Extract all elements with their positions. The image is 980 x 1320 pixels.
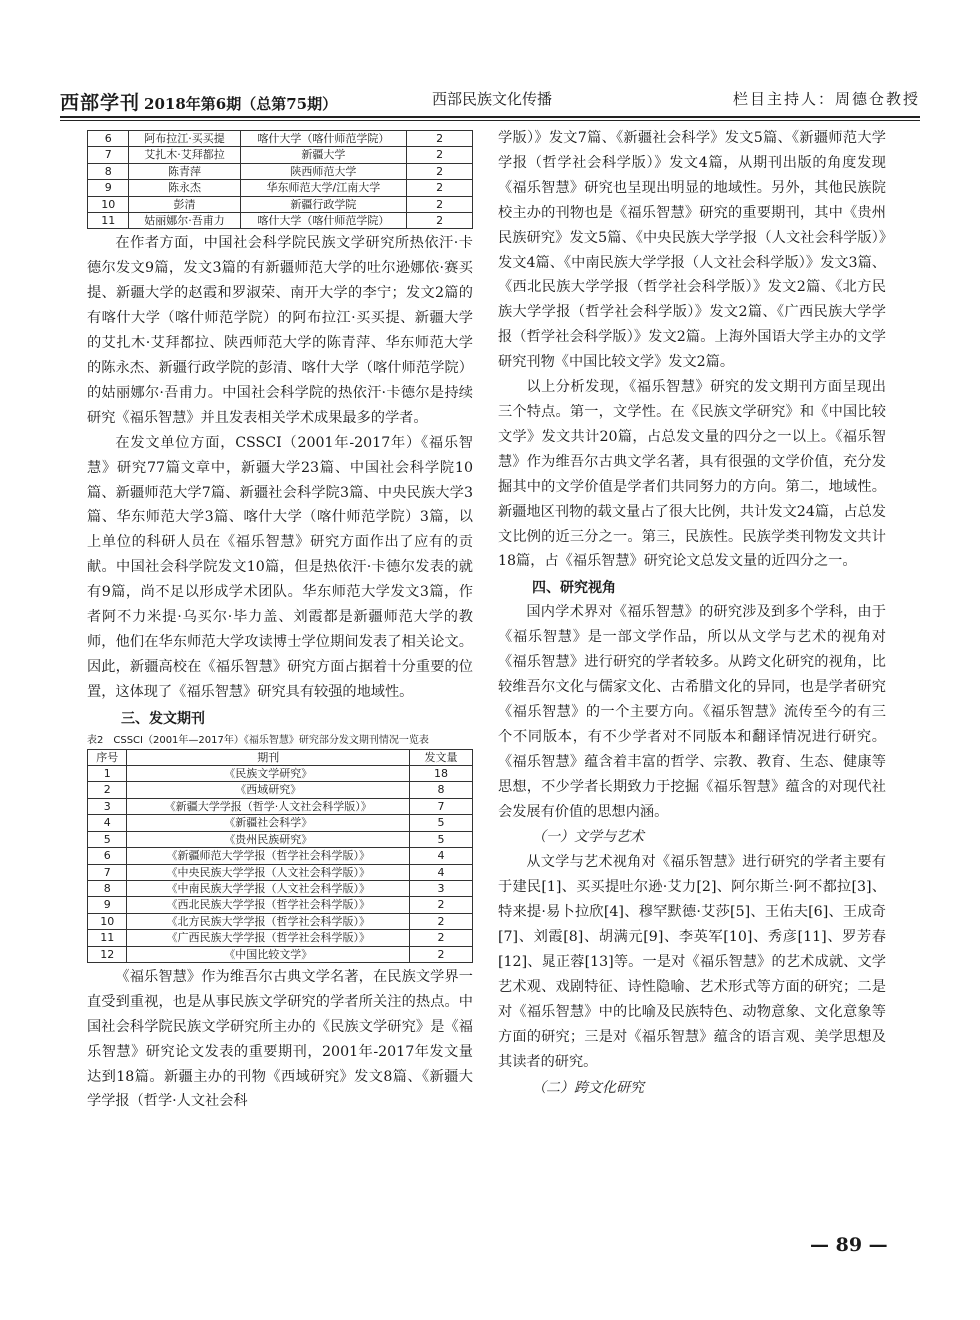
table-cell-no: 4 — [88, 815, 127, 831]
table-cell-no: 8 — [88, 880, 127, 896]
th-journal: 期刊 — [127, 749, 410, 765]
table-row — [88, 815, 473, 831]
table-cell-no: 11 — [88, 213, 129, 229]
table-cell-name: 陈永杰 — [129, 180, 240, 196]
table-row — [88, 163, 473, 179]
table-cell-journal: 《西域研究》 — [127, 782, 410, 798]
table-cell-name: 艾扎木·艾拜都拉 — [129, 147, 240, 163]
table-cell-count: 7 — [410, 798, 473, 814]
header-rule-thin — [60, 120, 920, 121]
table-cell-no: 2 — [88, 782, 127, 798]
table-row — [88, 880, 473, 896]
table-cell-journal: 《新疆大学学报（哲学·人文社会科学版）》 — [127, 798, 410, 814]
table-cell-journal: 《中南民族大学学报（人文社会科学版）》 — [127, 880, 410, 896]
section-heading-journals: 三、发文期刊 — [121, 710, 205, 727]
table-cell-count: 4 — [410, 864, 473, 880]
th-no: 序号 — [88, 749, 127, 765]
table-cell-no: 9 — [88, 897, 127, 913]
th-count: 发文量 — [410, 749, 473, 765]
paragraph-journals-cont: 学版）》发文7篇、《新疆社会科学》发文5篇、《新疆师范大学学报（哲学社会科学版）》发文4篇，从期刊出版的角度发现《福乐智慧》研究也呈现出明显的地域性。另外，其他民族院校主办的刊物也是《福乐智慧》研究的重要期刊，其中《贵州民族研究》发文5篇、《中央民族大学学报（人文社会科学版）》发文4篇、《中南民族大学学报（人文社会科学版）》发文3篇、《西北民族大学学报（哲学社会科学版）》发文2篇、《北方民族大学学报（哲学社会科学版）》发文2篇、《广西民族大学学报（哲学社会科学版）》发文2篇。上海外国语大学主办的文学研究刊物《中国比较文学》发文2篇。 — [498, 130, 886, 371]
table-cell-no: 5 — [88, 831, 127, 847]
page-number: — 89 — — [810, 1234, 888, 1256]
table-cell-name: 阿布拉江·买买提 — [129, 131, 240, 147]
header-left — [60, 88, 337, 115]
running-header — [60, 84, 920, 112]
table-row — [88, 147, 473, 163]
table-row — [88, 864, 473, 880]
table-cell-count: 2 — [407, 196, 473, 212]
table-cell-count: 2 — [407, 131, 473, 147]
table-cell-unit: 华东师范大学/江南大学 — [240, 180, 407, 196]
table-row — [88, 180, 473, 196]
table-cell-unit: 新疆行政学院 — [240, 196, 407, 212]
table-cell-count: 2 — [407, 180, 473, 196]
table-cell-no: 6 — [88, 131, 129, 147]
table2-caption: 表2 CSSCI（2001年—2017年）《福乐智慧》研究部分发文期刊情况一览表 — [87, 734, 429, 746]
table-cell-count: 2 — [410, 913, 473, 929]
table-cell-no: 6 — [88, 848, 127, 864]
table-row — [88, 913, 473, 929]
table-cell-no: 7 — [88, 147, 129, 163]
table-row — [88, 782, 473, 798]
table-cell-name: 姑丽娜尔·吾甫力 — [129, 213, 240, 229]
table-cell-journal: 《广西民族大学学报（哲学社会科学版）》 — [127, 930, 410, 946]
issue-info: 2018年第6期（总第75期） — [144, 95, 338, 113]
subheading-literature-art: （一）文学与艺术 — [532, 829, 644, 846]
table-row — [88, 766, 473, 782]
table-cell-journal: 《中国比较文学》 — [127, 946, 410, 962]
paragraph-journals: 《福乐智慧》作为维吾尔古典文学名著，在民族文学界一直受到重视，也是从事民族文学研究的学者所关注的热点。中国社会科学院民族文学研究所主办的《民族文学研究》是《福乐智慧》研究论文发表的重要期刊，2001年-2017年发文量达到18篇。新疆主办的刊物《西域研究》发文8篇、《新疆大学学报（哲学·人文社会科 — [87, 968, 473, 1110]
table-cell-count: 2 — [410, 897, 473, 913]
right-column — [498, 126, 886, 1101]
paragraph-institutions: 在发文单位方面，CSSCI（2001年-2017年）《福乐智慧》研究77篇文章中，新疆大学23篇、中国社会科学院10篇、新疆师范大学7篇、新疆社会科学院3篇、中央民族大学3篇、华东师范大学3篇、喀什大学（喀什师范学院）3篇，以上单位的科研人员在《福乐智慧》研究方面作出了应有的贡献。中国社会科学院发文10篇，但是热依汗·卡德尔发表的就有9篇，尚不足以形成学术团队。华东师范大学发文3篇，作者阿不力米提·乌买尔·毕力盖、刘霞都是新疆师范大学的教师，他们在华东师范大学攻读博士学位期间发表了相关论文。因此，新疆高校在《福乐智慧》研究方面占据着十分重要的位置，这体现了《福乐智慧》研究具有较强的地域性。 — [87, 434, 473, 700]
table-cell-no: 10 — [88, 913, 127, 929]
table-cell-journal: 《新疆师范大学学报（哲学社会科学版）》 — [127, 848, 410, 864]
table-cell-journal: 《民族文学研究》 — [127, 766, 410, 782]
table-cell-unit: 喀什大学（喀什师范学院） — [240, 131, 407, 147]
header-rule — [60, 116, 920, 118]
table-cell-count: 8 — [410, 782, 473, 798]
table-row — [88, 131, 473, 147]
table-cell-count: 3 — [410, 880, 473, 896]
table-cell-no: 1 — [88, 766, 127, 782]
table-row — [88, 213, 473, 229]
table-cell-count: 5 — [410, 815, 473, 831]
section-heading-perspectives: 四、研究视角 — [532, 580, 616, 597]
table-cell-no: 7 — [88, 864, 127, 880]
table-cell-journal: 《西北民族大学学报（哲学社会科学版）》 — [127, 897, 410, 913]
table-cell-journal: 《新疆社会科学》 — [127, 815, 410, 831]
table-cell-count: 5 — [410, 831, 473, 847]
table-row — [88, 848, 473, 864]
table-cell-count: 18 — [410, 766, 473, 782]
table-cell-count: 4 — [410, 848, 473, 864]
table-cell-unit: 陕西师范大学 — [240, 163, 407, 179]
author-table-continued — [87, 130, 473, 229]
table-cell-journal: 《贵州民族研究》 — [127, 831, 410, 847]
table-row — [88, 897, 473, 913]
table-cell-unit: 新疆大学 — [240, 147, 407, 163]
paragraph-literature-art: 从文学与艺术视角对《福乐智慧》进行研究的学者主要有于建民[1]、买买提吐尔逊·艾力[2]、阿尔斯兰·阿不都拉[3]、特来提·易卜拉欣[4]、穆罕默德·艾莎[5]、王佑夫[6]、王成奇[7]、刘霞[8]、胡满元[9]、李英军[10]、秀彦[11]、罗芳春[12]、晁正蓉[13]等。一是对《福乐智慧》的艺术成就、文学艺术观、戏剧特征、诗性隐喻、艺术形式等方面的研究；二是对《福乐智慧》中的比喻及民族特色、动物意象、文化意象等方面的研究；三是对《福乐智慧》蕴含的语言观、美学思想及其读者的研究。 — [498, 854, 886, 1070]
column-host: 栏目主持人：周德仓教授 — [732, 90, 920, 108]
table-cell-count: 2 — [407, 163, 473, 179]
table-cell-count: 2 — [410, 946, 473, 962]
table-row — [88, 930, 473, 946]
table-cell-no: 11 — [88, 930, 127, 946]
table-cell-no: 10 — [88, 196, 129, 212]
table-cell-name: 陈青萍 — [129, 163, 240, 179]
table-cell-count: 2 — [407, 147, 473, 163]
left-column — [87, 126, 473, 1114]
section-title: 西部民族文化传播 — [432, 90, 553, 108]
table-cell-name: 彭清 — [129, 196, 240, 212]
paragraph-three-features: 以上分析发现，《福乐智慧》研究的发文期刊方面呈现出三个特点。第一，文学性。在《民族文学研究》和《中国比较文学》发文共计20篇，占总发文量的四分之一以上。《福乐智慧》作为维吾尔古典文学名著，具有很强的文学价值，充分发掘其中的文学价值是学者们共同努力的方向。第二，地域性。新疆地区刊物的载文量占了很大比例，共计发文24篇，占总发文比例的近三分之一。第三，民族性。民族学类刊物发文共计18篇，占《福乐智慧》研究论文总发文量的近四分之一。 — [498, 379, 886, 570]
paragraph-perspectives: 国内学术界对《福乐智慧》的研究涉及到多个学科，由于《福乐智慧》是一部文学作品，所以从文学与艺术的视角对《福乐智慧》进行研究的学者较多。从跨文化研究的视角，比较维吾尔文化与儒家文化、古希腊文化的异同，也是学者研究《福乐智慧》的一个主要方向。《福乐智慧》流传至今的有三个不同版本，有不少学者对不同版本和翻译情况进行研究。《福乐智慧》蕴含着丰富的哲学、宗教、教育、生态、健康等思想，不少学者长期致力于挖掘《福乐智慧》蕴含的对现代社会发展有价值的思想内涵。 — [498, 604, 886, 820]
table-cell-no: 8 — [88, 163, 129, 179]
table-row — [88, 196, 473, 212]
journal-table — [87, 749, 473, 963]
subheading-cross-cultural: （二）跨文化研究 — [532, 1079, 644, 1096]
table-cell-unit: 喀什大学（喀什师范学院） — [240, 213, 407, 229]
table-row — [88, 798, 473, 814]
table-row — [88, 946, 473, 962]
table-row — [88, 831, 473, 847]
journal-logo: 西部学刊 — [60, 92, 141, 114]
table-cell-no: 12 — [88, 946, 127, 962]
table-cell-journal: 《北方民族大学学报（哲学社会科学版）》 — [127, 913, 410, 929]
table-cell-no: 3 — [88, 798, 127, 814]
paragraph-authors: 在作者方面，中国社会科学院民族文学研究所热依汗·卡德尔发文9篇，发文3篇的有新疆师范大学的吐尔逊娜依·赛买提、新疆大学的赵霞和罗淑荣、南开大学的李宁；发文2篇的有喀什大学（喀什师范学院）的阿布拉江·买买提、新疆大学的艾扎木·艾拜都拉、陕西师范大学的陈青萍、华东师范大学的陈永杰、新疆行政学院的彭清、喀什大学（喀什师范学院）的姑丽娜尔·吾甫力。中国社会科学院的热依汗·卡德尔是持续研究《福乐智慧》并且发表相关学术成果最多的学者。 — [87, 235, 473, 426]
table-cell-journal: 《中央民族大学学报（人文社会科学版）》 — [127, 864, 410, 880]
table-cell-count: 2 — [410, 930, 473, 946]
table-cell-count: 2 — [407, 213, 473, 229]
table-cell-no: 9 — [88, 180, 129, 196]
